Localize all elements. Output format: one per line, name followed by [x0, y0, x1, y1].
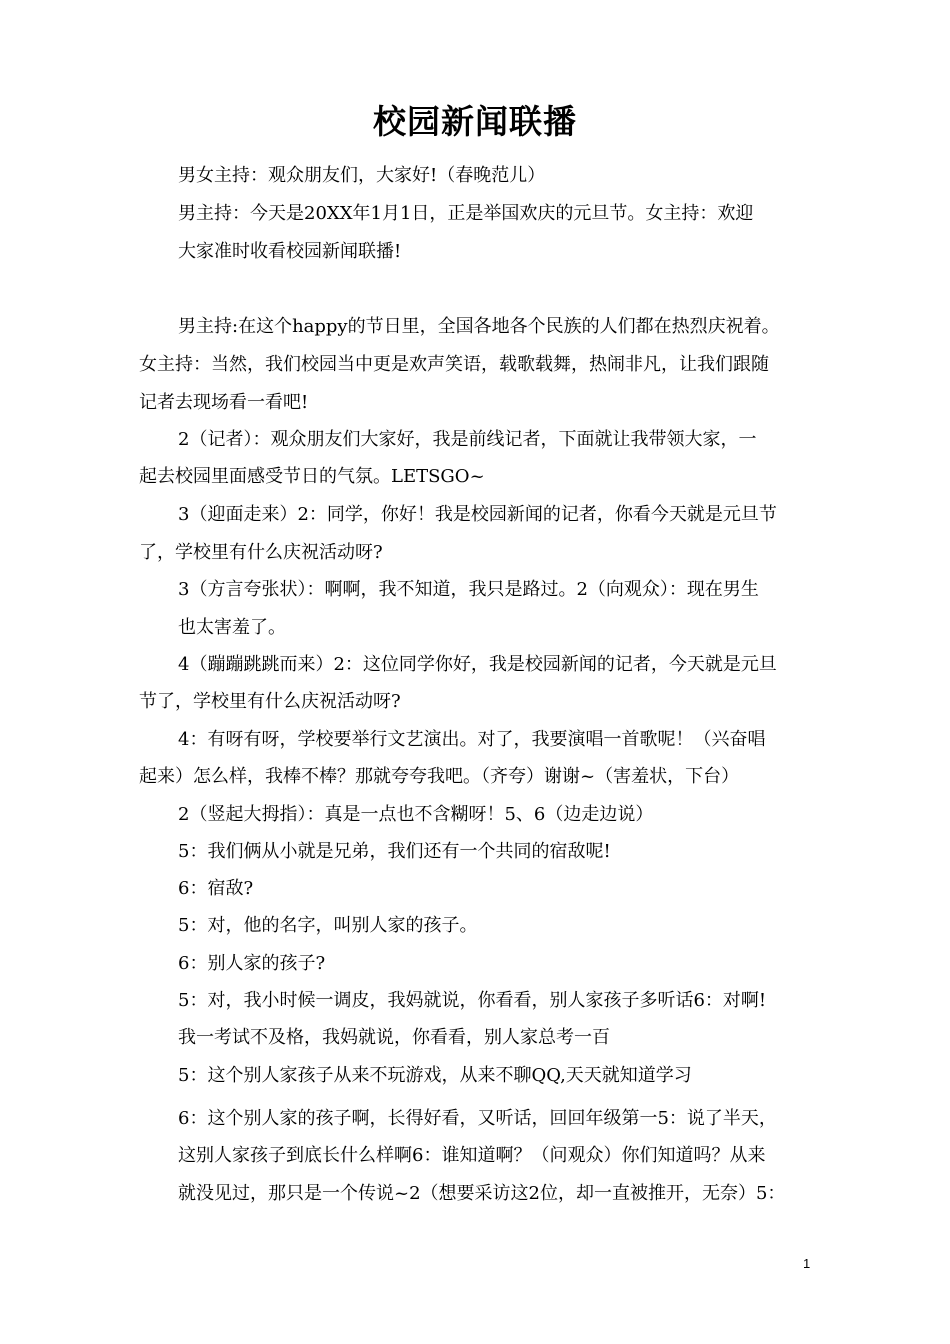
document-title: 校园新闻联播 — [373, 102, 577, 141]
text-line: 起来）怎么样，我棒不棒？那就夸夸我吧。（齐夸）谢谢~（害羞状，下台） — [139, 766, 740, 787]
text-line: 2（竖起大拇指）：真是一点也不含糊呀！5、6（边走边说） — [178, 804, 654, 825]
text-line: 也太害羞了。 — [178, 617, 286, 638]
text-line: 4（蹦蹦跳跳而来）2：这位同学你好，我是校园新闻的记者，今天就是元旦 — [178, 654, 777, 675]
text-line: 6：别人家的孩子? — [178, 953, 326, 974]
text-line: 6：这个别人家的孩子啊，长得好看，又听话，回回年级第一5：说了半天， — [178, 1108, 777, 1129]
text-line: 3（方言夸张状）：啊啊，我不知道，我只是路过。2（向观众）：现在男生 — [178, 579, 759, 600]
text-line: 5：对，我小时候一调皮，我妈就说，你看看，别人家孩子多听话6：对啊! — [178, 990, 767, 1011]
text-line: 3（迎面走来）2：同学，你好！我是校园新闻的记者，你看今天就是元旦节 — [178, 504, 777, 525]
text-line: 男主持：今天是20XX年1月1日，正是举国欢庆的元旦节。女主持：欢迎 — [178, 203, 754, 224]
text-line: 起去校园里面感受节日的气氛。LETSGO~ — [139, 466, 485, 487]
text-line: 女主持：当然，我们校园当中更是欢声笑语，载歌载舞，热闹非凡，让我们跟随 — [139, 354, 769, 375]
text-line: 男女主持：观众朋友们，大家好!（春晚范儿） — [178, 165, 546, 186]
page-number: 1 — [803, 1256, 811, 1271]
text-line: 2（记者）：观众朋友们大家好，我是前线记者，下面就让我带领大家，一 — [178, 429, 757, 450]
text-line: 我一考试不及格，我妈就说，你看看，别人家总考一百 — [178, 1027, 610, 1048]
text-line: 大家准时收看校园新闻联播! — [178, 241, 402, 262]
text-line: 5：我们俩从小就是兄弟，我们还有一个共同的宿敌呢! — [178, 841, 611, 862]
text-line: 4：有呀有呀，学校要举行文艺演出。对了，我要演唱一首歌呢！（兴奋唱 — [178, 729, 766, 750]
text-line: 5：这个别人家孩子从来不玩游戏，从来不聊QQ,天天就知道学习 — [178, 1065, 692, 1086]
text-line: 6：宿敌? — [178, 878, 254, 899]
text-line: 了，学校里有什么庆祝活动呀? — [139, 542, 383, 563]
text-line: 节了，学校里有什么庆祝活动呀? — [139, 691, 401, 712]
text-line: 男主持:在这个happy的节日里，全国各地各个民族的人们都在热烈庆祝着。 — [178, 316, 780, 337]
text-line: 记者去现场看一看吧! — [139, 392, 309, 413]
text-line: 5：对，他的名字，叫别人家的孩子。 — [178, 915, 478, 936]
text-line: 这别人家孩子到底长什么样啊6：谁知道啊？（问观众）你们知道吗？从来 — [178, 1145, 766, 1166]
text-line: 就没见过，那只是一个传说~2（想要采访这2位，却一直被推开，无奈）5： — [178, 1183, 786, 1204]
